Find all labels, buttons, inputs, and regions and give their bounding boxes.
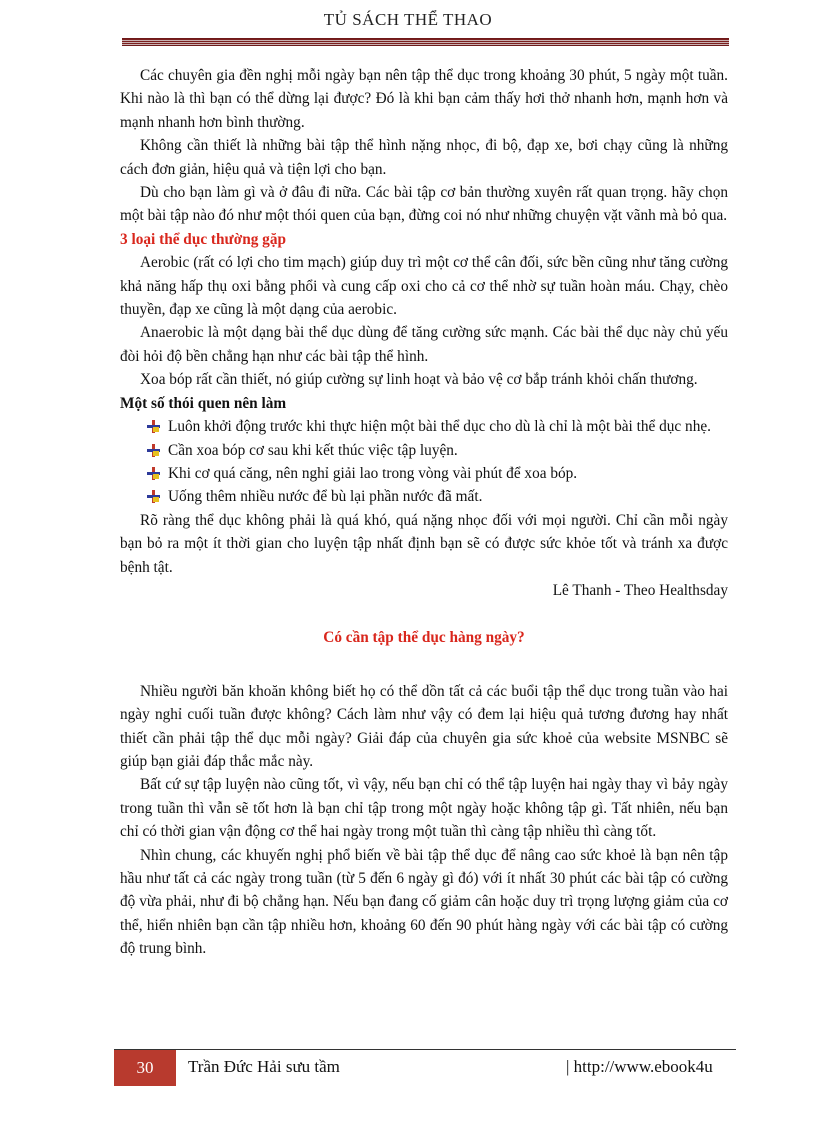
section-heading-exercise-types: 3 loại thể dục thường gặp [120,230,286,248]
article-paragraph-2: Bất cứ sự tập luyện nào cũng tốt, vì vậy, nếu bạn chỉ có thể tập luyện hai ngày thay vì bảy ngày trong tuần thì vẫn sẽ tốt hơn là bạn chỉ tập trong một ngày hoặc không tập gì. Tất nhiên, nếu bạn chỉ có thời gian vận động cơ thể hai ngày trong một tuần thì càng tập nhiều thì càng tốt. [120,776,728,841]
plus-bullet-icon [147,490,160,503]
habit-text: Luôn khởi động trước khi thực hiện một bài thể dục cho dù là chỉ là một bài thể dục nhẹ. [168,418,711,436]
attribution: Lê Thanh - Theo Healthsday [552,581,728,599]
massage-paragraph: Xoa bóp rất cần thiết, nó giúp cường sự linh hoạt và bảo vệ cơ bắp tránh khỏi chấn thương. [140,371,698,389]
intro-paragraph-1: Các chuyên gia đền nghị mỗi ngày bạn nên tập thể dục trong khoảng 30 phút, 5 ngày một tuần. Khi nào là thì bạn có thể dừng lại được? Đó là khi bạn cảm thấy hơi thở nhanh hơn, mạnh hơn và mạnh nhanh hơn bình thường. [120,67,728,131]
header-rule [122,38,729,46]
list-item [147,485,728,508]
footer-website-link[interactable]: | http://www.ebook4u [566,1057,713,1076]
section-heading-habits: Một số thói quen nên làm [120,394,287,412]
intro-paragraph-2: Không cần thiết là những bài tập thể hình nặng nhọc, đi bộ, đạp xe, bơi chạy cũng là những cách đơn giản, hiệu quả và tiện lợi cho bạn. [120,137,728,178]
plus-bullet-icon [147,467,160,480]
habit-text: Cần xoa bóp cơ sau khi kết thúc việc tập luyện. [168,441,458,459]
article-title: Có cần tập thể dục hàng ngày? [323,629,525,647]
footer-rule [114,1049,736,1050]
conclusion-paragraph: Rõ ràng thể dục không phải là quá khó, quá nặng nhọc đối với mọi người. Chỉ cần mỗi ngày bạn bỏ ra một ít thời gian cho luyện tập nhất định bạn sẽ có được sức khỏe tốt và tránh xa được bệnh tật. [120,511,728,576]
aerobic-paragraph: Aerobic (rất có lợi cho tim mạch) giúp duy trì một cơ thể cân đối, sức bền cũng như tăng cường khả năng hấp thụ oxi bằng phổi và cung cấp oxi cho cả cơ thể nhờ sự tuần hoàn máu. Chạy, chèo thuyền, đạp xe cũng là một dạng của aerobic. [120,254,728,319]
list-item [147,439,728,462]
page-number-box [114,1050,176,1086]
list-item [147,415,728,438]
habits-list [120,415,728,509]
list-item [147,462,728,485]
anaerobic-paragraph: Anaerobic là một dạng bài thể dục dùng để tăng cường sức mạnh. Các bài thể dục này chủ yếu đòi hỏi độ bền chẳng hạn như các bài tập thể hình. [120,324,728,365]
footer-author: Trần Đức Hải sưu tầm [188,1057,340,1076]
plus-bullet-icon [147,420,160,433]
plus-bullet-icon [147,444,160,457]
article-paragraph-3: Nhìn chung, các khuyến nghị phổ biến về bài tập thể dục để nâng cao sức khoẻ là bạn nên tập hầu như tất cả các ngày trong tuần (từ 5 đến 6 ngày gì đó) với ít nhất 30 phút các bài tập có cường độ vừa phải, như đi bộ chẳng hạn. Nếu bạn đang cố giảm cân hoặc duy trì trọng lượng giảm của cơ thể, hiển nhiên bạn cần tập nhiều hơn, khoảng 60 đến 90 phút hàng ngày với các bài tập có cường độ trung bình. [120,846,728,958]
habit-text: Khi cơ quá căng, nên nghỉ giải lao trong vòng vài phút để xoa bóp. [168,464,578,482]
running-header-title: TỦ SÁCH THỂ THAO [323,10,493,29]
intro-paragraph-3: Dù cho bạn làm gì và ở đâu đi nữa. Các bài tập cơ bản thường xuyên rất quan trọng. hãy chọn một bài tập nào đó như một thói quen của bạn, đừng coi nó như những chuyện vặt vãnh mà bỏ qua. [120,184,728,225]
article-paragraph-1: Nhiều người băn khoăn không biết họ có thể dồn tất cả các buổi tập thể dục trong tuần vào hai ngày nghỉ cuối tuần được không? Cách làm như vậy có đem lại hiệu quả tương đương hay nhất thiết cần phải tập thể dục mỗi ngày? Giải đáp của chuyên gia sức khoẻ của website MSNBC sẽ giúp bạn giải đáp thắc mắc này. [120,682,728,770]
page-content [120,64,728,961]
page-number: 30 [136,1058,154,1077]
title-spacer [120,650,728,680]
habit-text: Uống thêm nhiều nước để bù lại phần nước đã mất. [168,488,483,506]
